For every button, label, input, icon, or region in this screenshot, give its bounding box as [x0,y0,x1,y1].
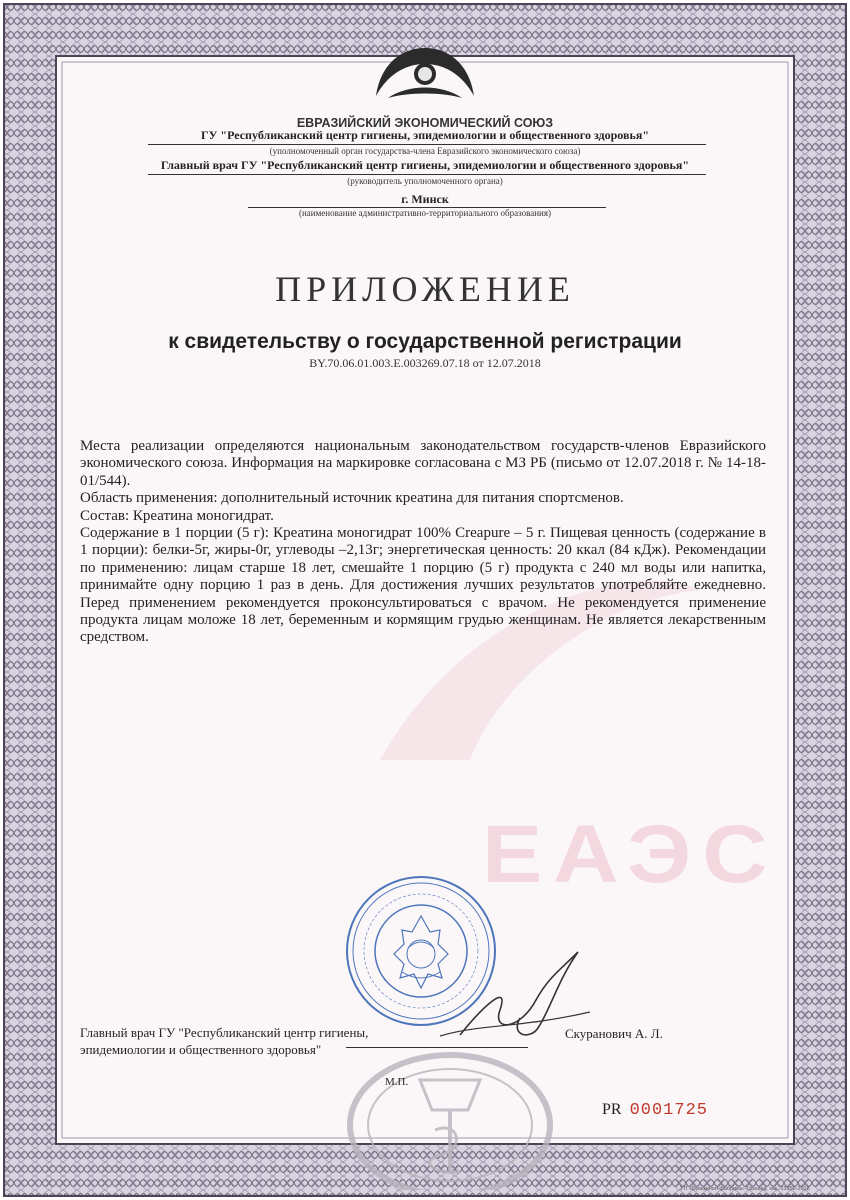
document-subtitle: к свидетельству о государственной регистрации [168,330,682,353]
serial-number [602,1101,708,1120]
body-paragraph: Содержание в 1 порции (5 г): Креатина моногидрат 100% Creapure – 5 г. Пищевая ценность (содержание в 1 порции): белки-5г, жиры-0г, углеводы –2,13г; энергетическая ценность: 20 ккал (84 кДж). Рекомендации по применению: лицам старше 18 лет, смешайте 1 порцию (5 г) продукта с 240 мл воды или напитка, принимайте одну порцию 1 раз в день. Для достижения лучших результатов употребляйте ежедневно. Перед применением рекомендуется проконсультироваться с врачом. Не рекомендуется применение продукта лицам моложе 18 лет, беременным и кормящим грудью женщинам. Не является лекарственным средством. [80,525,766,646]
union-name: ЕВРАЗИЙСКИЙ ЭКОНОМИЧЕСКИЙ СОЮЗ [296,116,554,130]
document-body [80,438,766,647]
embossed-seal-icon [340,1040,560,1190]
printer-note: УП «Бумажная фабрика» Гознака, зак. 33950-2018 [680,1186,810,1192]
eaes-watermark: ЕАЭС [482,809,779,900]
city-name: г. Минск [401,192,449,206]
signature-line [346,1047,528,1048]
divider [148,174,706,175]
authority-name: ГУ "Республиканский центр гигиены, эпидемиологии и общественного здоровья" [200,128,649,142]
stamp-place-label: М.П. [385,1076,409,1088]
head-name: Главный врач ГУ "Республиканский центр гигиены, эпидемиологии и общественного здоровья" [160,158,690,172]
serial-prefix: PR [602,1101,622,1118]
signatory-name: Скуранович А. Л. [565,1026,663,1041]
registration-number: BY.70.06.01.003.E.003269.07.18 от 12.07.2018 [309,356,541,370]
divider [148,144,706,145]
authority-caption: (уполномоченный орган государства-члена Евразийского экономического союза) [269,146,581,156]
body-paragraph: Состав: Креатина моногидрат. [80,507,274,524]
body-paragraph: Область применения: дополнительный источник креатина для питания спортсменов. [80,490,624,507]
eaeu-emblem-icon [368,40,482,110]
body-paragraph: Места реализации определяются национальным законодательством государств-членов Евразийского экономического союза. Информация на маркировке согласована с МЗ РБ (письмо от 12.07.2018 г. № 14-18-01/544). [80,438,766,489]
serial-number-value: 0001725 [629,1101,708,1120]
signatory-position: Главный врач ГУ "Республиканский центр гигиены, эпидемиологии и общественного здоровья" [80,1025,369,1057]
city-caption: (наименование административно-территориального образования) [298,208,551,218]
head-caption: (руководитель уполномоченного органа) [347,176,503,186]
document-title: ПРИЛОЖЕНИЕ [275,269,575,309]
